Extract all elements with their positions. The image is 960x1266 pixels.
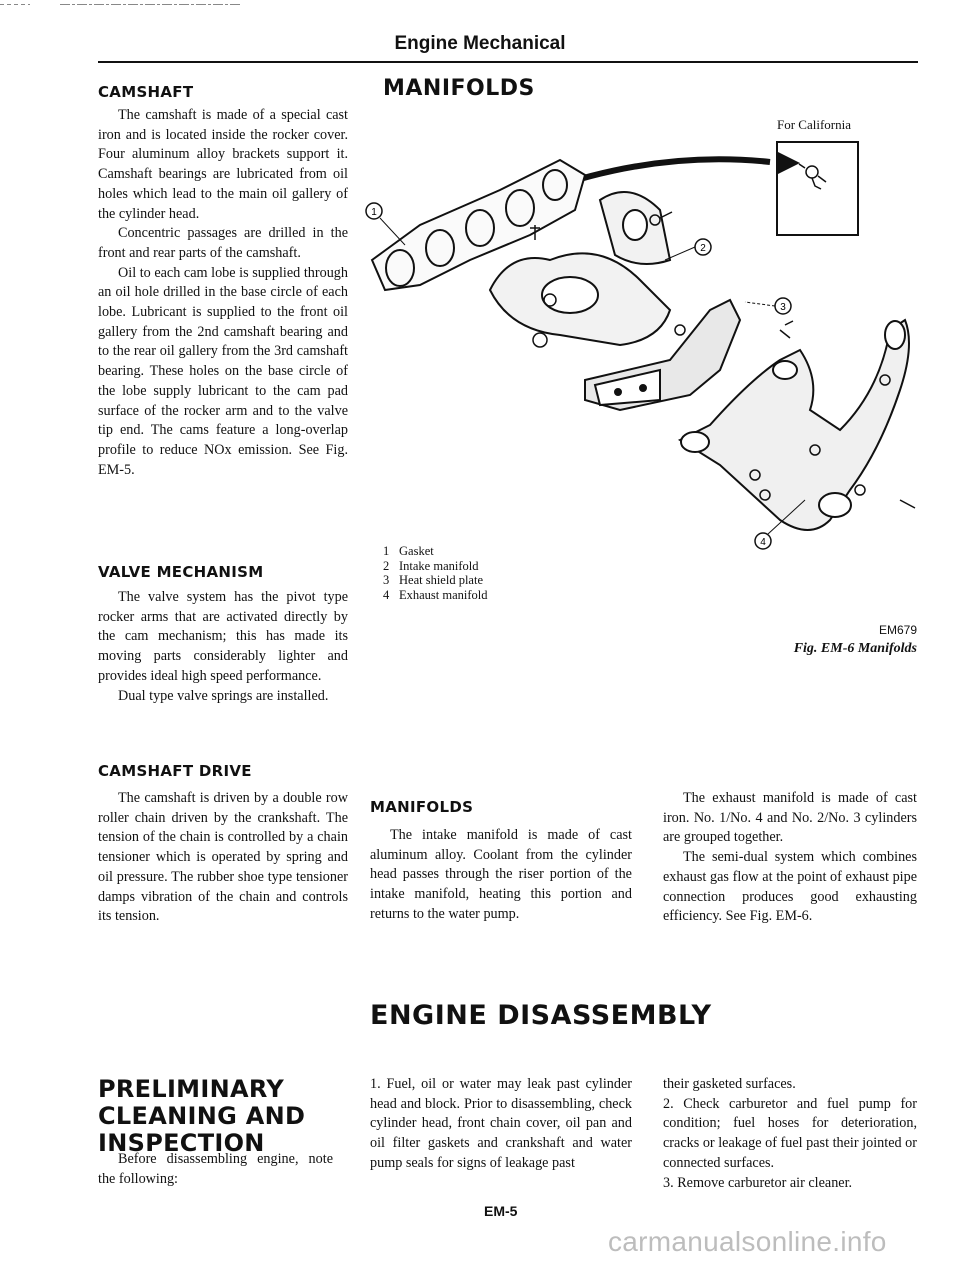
svg-text:3: 3 [780,302,786,313]
camshaft-drive-heading: CAMSHAFT DRIVE [98,762,252,780]
camshaft-drive-body [98,789,348,927]
intake-paragraph: The intake manifold is made of cast aluminum alloy. Coolant from the cylinder head passes through the riser portion of the intake manifold, heating this portion and returns to the water pump. [370,827,632,922]
camshaft-paragraph-2: Concentric passages are drilled in the front and rear parts of the camshaft. [98,225,348,261]
svg-text:1: 1 [371,207,377,218]
engine-disassembly-heading: ENGINE DISASSEMBLY [370,1000,712,1031]
disassembly-column-2 [663,1075,917,1193]
scan-edge-mark [0,3,240,6]
disassembly-step-2: 2. Check carburetor and fuel pump for condition; fuel hoses for deterioration, cracks or leakage of fuel past their jointed or connected surfaces. [663,1095,917,1171]
preliminary-heading-line-2: CLEANING AND [98,1102,306,1130]
svg-text:4: 4 [760,537,766,548]
header-rule [98,61,918,63]
preliminary-heading-line-1: PRELIMINARY [98,1075,285,1103]
disassembly-step-1: 1. Fuel, oil or water may leak past cylinder head and block. Prior to disassembling, check cylinder head, front chain cover, oil pan and oil filter gaskets and crankshaft and water pump seals for signs of leakage past [370,1076,632,1171]
page-header-title: Engine Mechanical [394,33,566,54]
figure-legend [383,544,488,602]
preliminary-heading [98,1076,305,1157]
valve-paragraph-1: The valve system has the pivot type rocker arms that are activated directly by the cam mechanism; this has made its moving parts considerably lighter and provides ideal high speed performance. [98,589,348,684]
preliminary-paragraph: Before disassembling engine, note the following: [98,1151,333,1187]
legend-item: 4 Exhaust manifold [383,587,488,602]
intake-manifold-body [370,826,632,925]
legend-item: 1 Gasket [383,544,434,558]
valve-mechanism-heading: VALVE MECHANISM [98,563,264,581]
legend-item: 2 Intake manifold [383,558,479,573]
svg-text:2: 2 [700,243,706,254]
for-california-label: For California [777,117,852,132]
preliminary-body [98,1150,333,1189]
exhaust-paragraph-1: The exhaust manifold is made of cast iron. No. 1/No. 4 and No. 2/No. 3 cylinders are grouped together. [663,790,917,846]
preliminary-heading-line-3: INSPECTION [98,1129,265,1157]
disassembly-column-1 [370,1075,632,1174]
legend-item: 3 Heat shield plate [383,573,483,587]
camshaft-body [98,106,348,480]
valve-mechanism-body [98,588,348,706]
california-inset-box [777,142,858,235]
camshaft-heading: CAMSHAFT [98,83,194,101]
manifolds-sub-heading: MANIFOLDS [370,798,474,816]
exhaust-paragraph-2: The semi-dual system which combines exhaust gas flow at the point of exhaust pipe connection produces good exhausting efficiency. See Fig. EM-6. [663,849,917,925]
manifolds-exploded-diagram [360,130,920,550]
callout-1 [366,203,405,245]
page-number: EM-5 [484,1203,518,1219]
figure-code: EM679 [878,623,917,637]
valve-paragraph-2: Dual type valve springs are installed. [118,687,329,704]
camshaft-paragraph-3: Oil to each cam lobe is supplied through an oil hole drilled in the base circle of each lobe. Lubricant is supplied to the front oil gallery from the 2nd camshaft bearing and to the rear oil gallery from the 3rd camshaft bearing. These holes on the base circle of the lobe supply lubricant to the cam pad surface of the rocker arm and to the valve tip end. The cams feature a long-overlap profile to reduce NOx emission. See Fig. EM-5. [98,264,348,478]
drive-paragraph-1: The camshaft is driven by a double row roller chain driven by the crankshaft. The tension of the chain is controlled by a chain tensioner which is operated by spring and oil pressure. The rubber shoe type tensioner damps vibration of the chain and controls its tension. [98,790,348,925]
callout-2 [665,239,711,260]
exhaust-manifold-body [663,789,917,927]
disassembly-step-3: 3. Remove carburetor air cleaner. [663,1174,853,1191]
figure-caption: Fig. EM-6 Manifolds [793,641,917,656]
manifolds-main-heading: MANIFOLDS [383,76,535,101]
callout-3 [745,298,791,314]
camshaft-paragraph-1: The camshaft is made of a special cast iron and is located inside the rocker cover. Four aluminum alloy brackets support it. Camshaft bearings are lubricated from oil holes which lead to the main oil gallery of the cylinder head. [98,107,348,222]
disassembly-step-1-cont: their gasketed surfaces. [663,1076,796,1092]
site-watermark: carmanualsonline.info [608,1226,887,1257]
